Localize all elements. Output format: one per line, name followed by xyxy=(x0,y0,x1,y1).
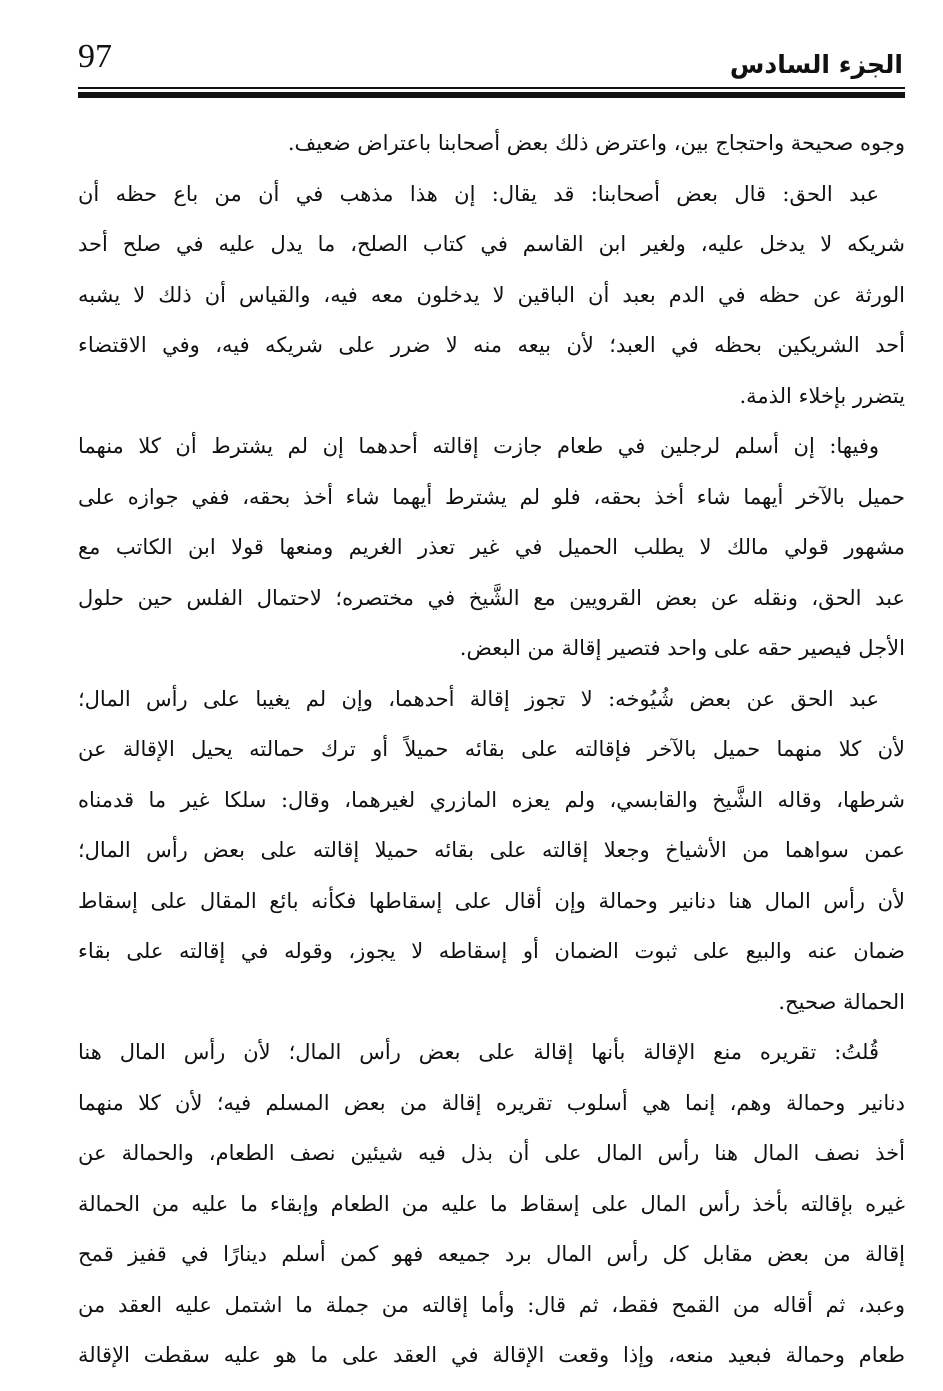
text-line: لأن كلا منهما حميل بالآخر فإقالته على بقائه حميلاً أو ترك حمالته يحيل الإقالة عن xyxy=(78,737,905,761)
text-line: إقالة من بعض مقابل كل رأس المال برد جميعه فهو كمن أسلم دينارًا في قفيز قمح xyxy=(78,1242,905,1266)
text-line: شرطها، وقاله الشَّيخ والقابسي، ولم يعزه المازري لغيرهما، وقال: سلكا غير ما قدمناه xyxy=(78,787,905,812)
text-line: الحمالة صحيح. xyxy=(778,989,905,1014)
text-line: ضمان عنه والبيع على ثبوت الضمان أو إسقاطه لا يجوز، وقوله في إقالته على بقاء xyxy=(78,939,905,963)
text-line: عمن سواهما من الأشياخ وجعلا إقالته على بقائه حميلا إقالته على بعض رأس المال؛ xyxy=(78,838,905,862)
text-line: الأجل فيصير حقه على واحد فتصير إقالة من البعض. xyxy=(459,636,905,660)
text-line: شريكه لا يدخل عليه، ولغير ابن القاسم في كتاب الصلح، ما يدل عليه في صلح أحد xyxy=(78,232,905,256)
text-line: يتضرر بإخلاء الذمة. xyxy=(739,383,905,408)
header-rule-thin xyxy=(78,87,905,89)
text-line: قُلتُ: تقريره منع الإقالة بأنها إقالة على بعض رأس المال؛ لأن رأس المال هنا xyxy=(78,1040,879,1064)
text-line: حميل بالآخر أيهما شاء أخذ بحقه، فلو لم يشترط أيهما شاء أخذ بحقه، ففي جوازه على xyxy=(78,484,905,509)
text-line: عبد الحق عن بعض شُيُوخه: لا تجوز إقالة أحدهما، وإن لم يغيبا على رأس المال؛ xyxy=(78,686,879,711)
page-body xyxy=(78,118,905,1381)
text-line: وعبد، ثم أقاله من القمح فقط، ثم قال: وأما إقالته من جملة ما اشتمل عليه العقد من xyxy=(78,1292,905,1317)
text-line: وفيها: إن أسلم لرجلين في طعام جازت إقالته أحدهما إن لم يشترط أن كلا منهما xyxy=(78,434,879,458)
running-title: الجزء السادس xyxy=(729,50,903,79)
text-line: الورثة عن حظه في الدم بعبد أن الباقين لا يدخلون معه فيه، والقياس أن ذلك لا يشبه xyxy=(78,282,905,307)
text-line: وجوه صحيحة واحتجاج بين، واعترض ذلك بعض أصحابنا باعتراض ضعيف. xyxy=(287,131,905,155)
text-line: عبد الحق، ونقله عن بعض القرويين مع الشَّيخ في مختصره؛ لاحتمال الفلس حين حلول xyxy=(78,585,905,610)
text-line: دنانير وحمالة وهم، إنما هي أسلوب تقريره إقالة من بعض المسلم فيه؛ لأن كلا منهما xyxy=(78,1090,905,1115)
header-rule-thick xyxy=(78,92,905,98)
text-line: مشهور قولي مالك لا يطلب الحميل في غير تعذر الغريم ومنعها قولا ابن الكاتب مع xyxy=(78,535,905,559)
text-line: أحد الشريكين بحظه في العبد؛ لأن بيعه منه لا ضرر على شريكه فيه، وفي الاقتضاء xyxy=(78,333,905,357)
text-line: عبد الحق: قال بعض أصحابنا: قد يقال: إن هذا مذهب في أن من باع حظه أن xyxy=(78,181,879,206)
text-line: أخذ نصف المال هنا رأس المال على أن بذل فيه شيئين نصف الطعام، والحمالة عن xyxy=(78,1141,905,1165)
text-line: لأن رأس المال هنا دنانير وحمالة وإن أقال على إسقاطها فكأنه بائع المقال على إسقاط xyxy=(78,888,905,913)
text-line: غيره بإقالته بأخذ رأس المال على إسقاط ما عليه من الطعام وإبقاء ما عليه من الحمالة xyxy=(78,1191,905,1216)
text-line: طعام وحمالة فبعيد منعه، وإذا وقعت الإقالة في العقد على ما هو عليه سقطت الإقالة xyxy=(78,1343,905,1367)
page-number: 97 xyxy=(78,38,112,75)
